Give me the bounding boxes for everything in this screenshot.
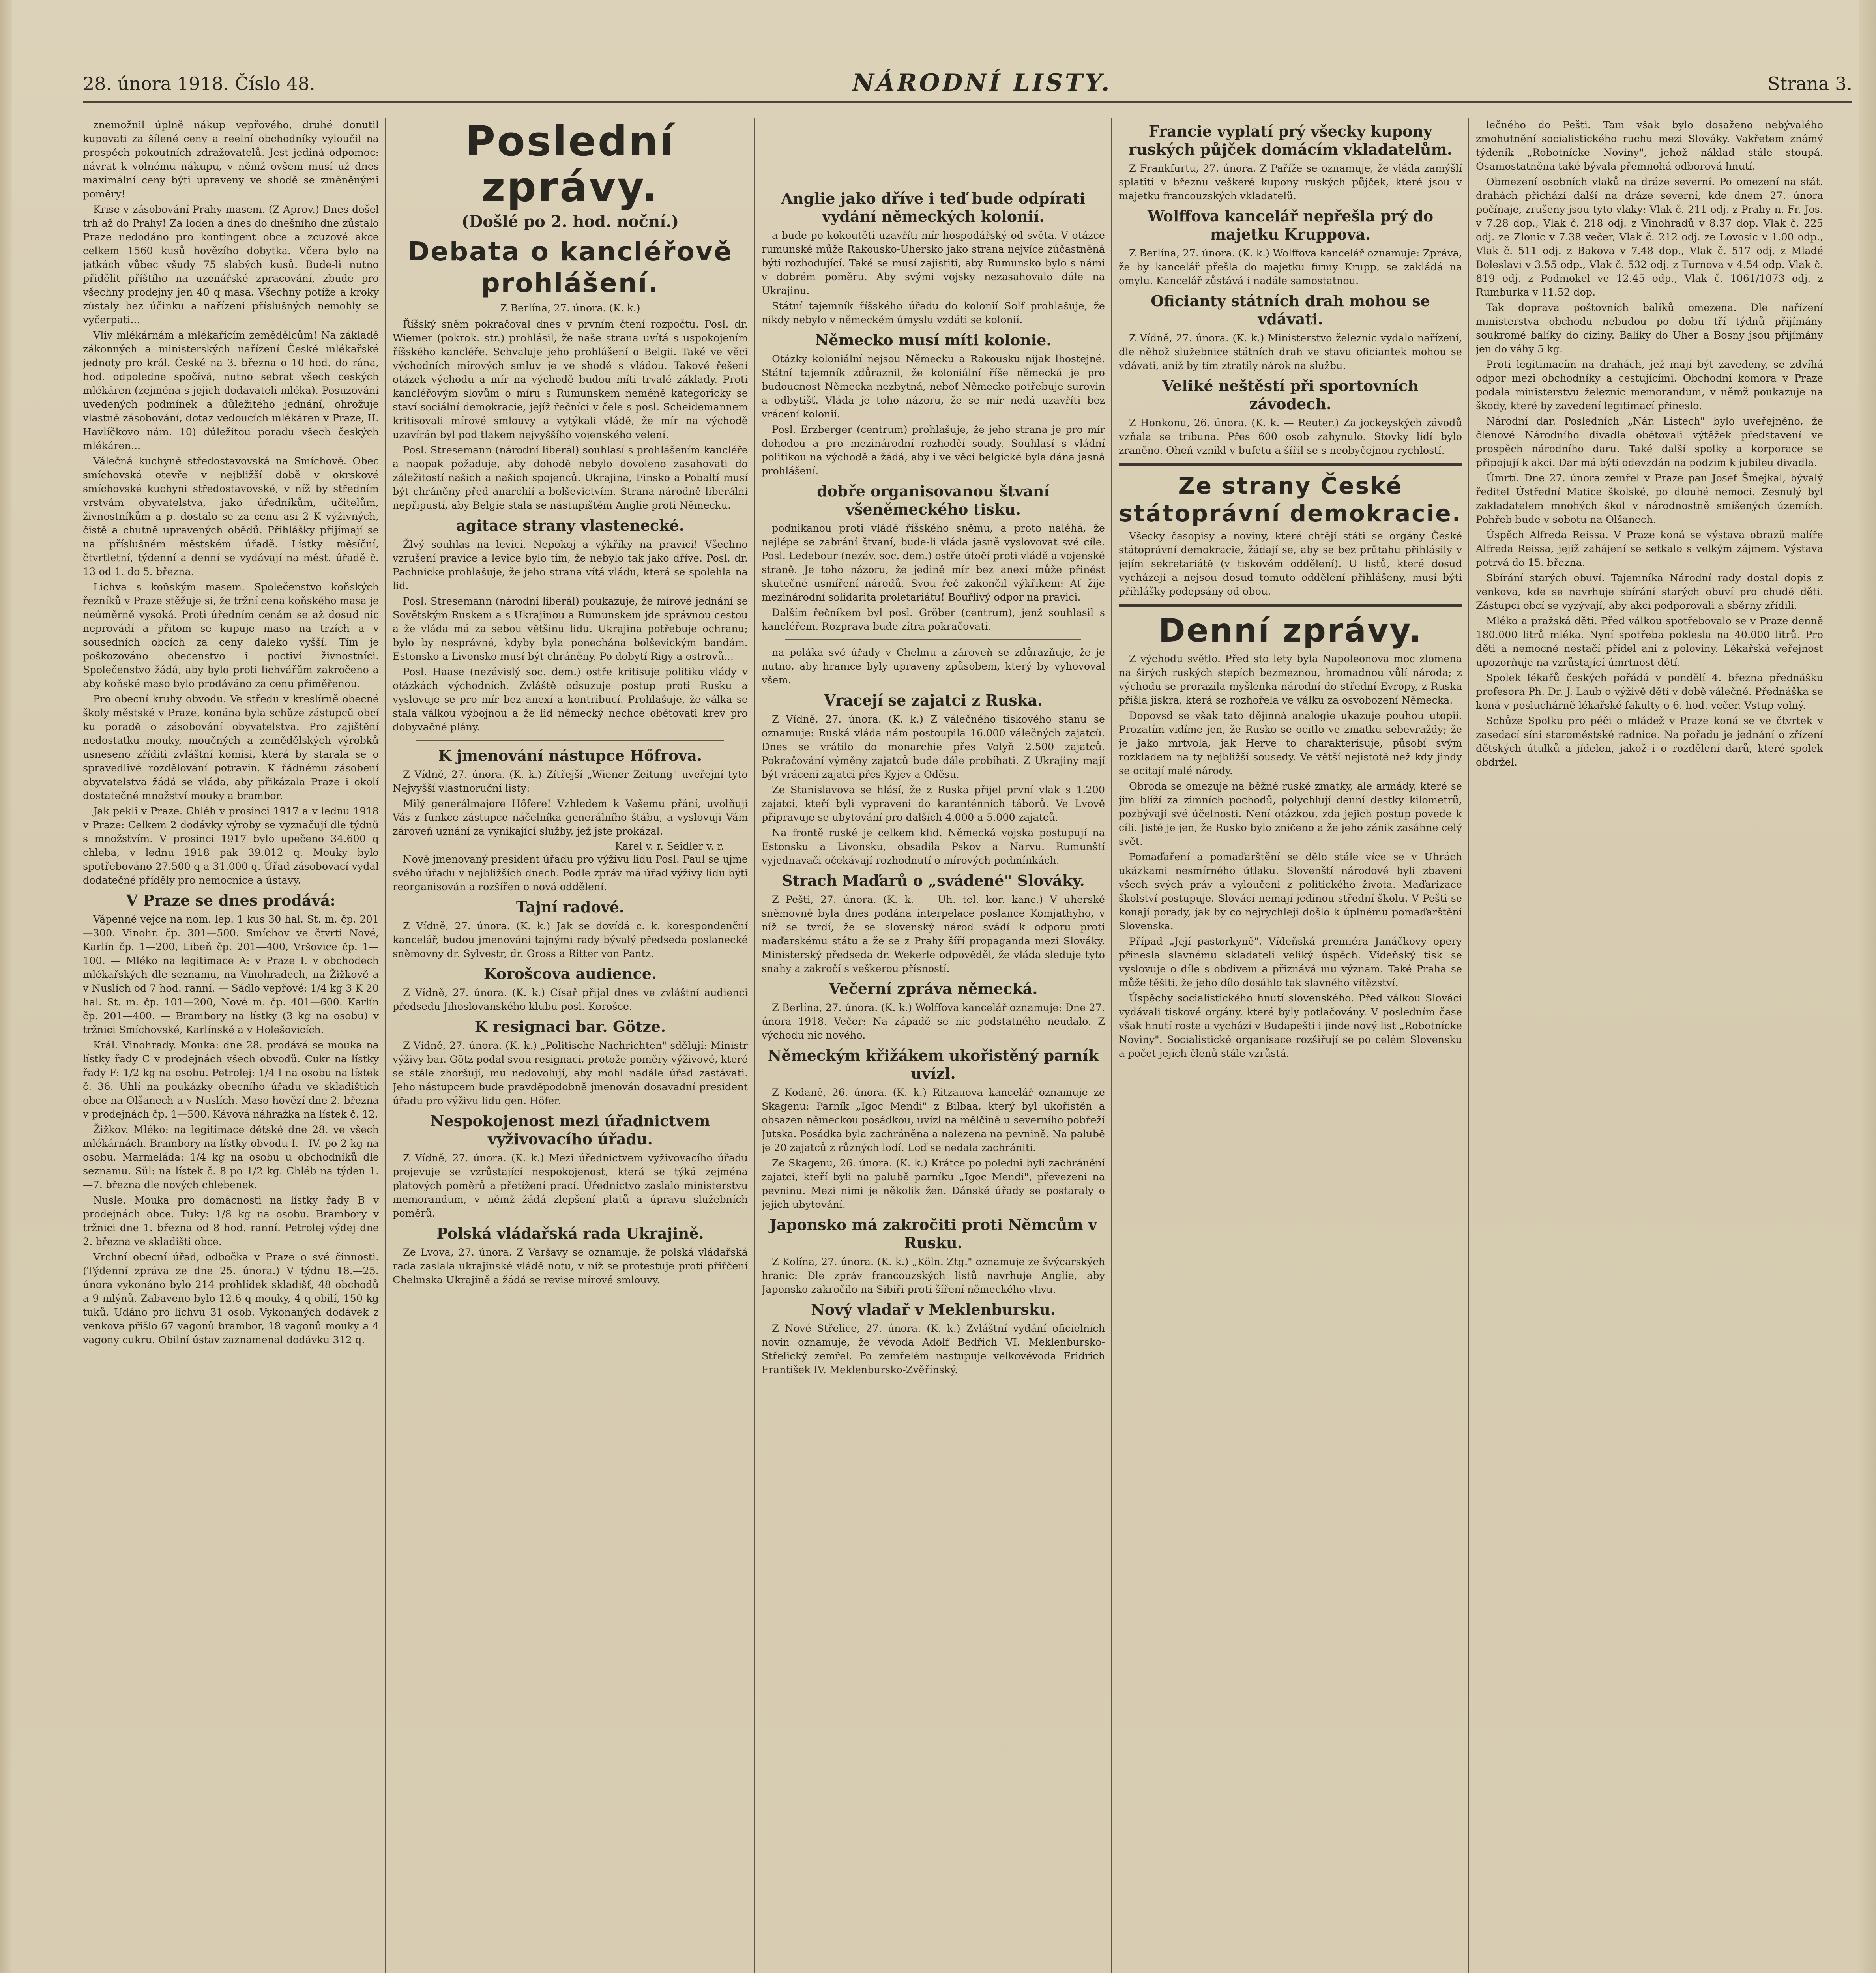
- paragraph: Lichva s koňským masem. Společenstvo koňských řezníků v Praze stěžuje si, že tržní cena koňského masa je neúměrně vysoká. Proti úředním cenám se až dosud nic neprovádí a přitom se kupuje maso na trzích a v sousedních obcích za ceny daleko vyšší. Tím je poškozováno obecenstvo i poctiví živnostníci. Společenstvo žádá, aby bylo proti lichvářům zakročeno a aby koňské maso bylo prodáváno za cenu přiměřenou.: [83, 581, 379, 690]
- paragraph: Nusle. Mouka pro domácnosti na lístky řady B v prodejnách obce. Tuky: 1/8 kg na osobu. Brambory v tržnici dne 1. března od 8 hod. ranní. Petrolej výdej dne 2. března ve skladišti obce.: [83, 1194, 379, 1248]
- paragraph: Obmezení osobních vlaků na dráze severní. Po omezení na stát. drahách přichází další na dráze severní, kde dnem 27. února počínaje, zrušeny jsou tyto vlaky: Vlak č. 211 odj. z Prahy n. Fr. Jos. v 7.28 dop., Vlak č. 218 odj. z Vinohradů v 8.37 dop. Vlak č. 225 odj. ze Zlonic v 7.38 večer, Vlak č. 212 odj. ze Lovosic v 1.00 odp., Vlak č. 511 odj. z Bakova v 7.48 dop., Vlak č. 517 odj. z Mladé Boleslavi v 3.55 odp., Vlak č. 532 odj. z Turnova v 4.54 odp. Vlak č. 819 odj. z Podmokel ve 12.45 odp., Vlak č. 1061/1073 odj. z Rumburka v 11.52 dop.: [1476, 176, 1823, 298]
- paragraph: Vrchní obecní úřad, odbočka v Praze o své činnosti. (Týdenní zpráva ze dne 25. února.) V týdnu 18.—25. února vykonáno bylo 214 prohlídek skladišť, 48 obchodů a 9 mlýnů. Zabaveno bylo 12.6 q mouky, 4 q obilí, 150 kg tuků. Udáno pro lichvu 31 osob. Vykonaných dodávek z venkova přišlo 67 vagonů brambor, 18 vagonů mouky a 4 vagony cukru. Obilní ústav zaznamenal dodávku 312 q.: [83, 1251, 379, 1346]
- paragraph: Posl. Stresemann (národní liberál) poukazuje, že mírové jednání se Sovětským Ruskem a s Ukrajinou a Rumunskem jde správnou cestou a že vláda má za sebou většinu lidu. Ukrajina potřebuje ochranu; bylo by nesprávné, kdyby byla ponechána bolševickým bandám. Estonsko a Livonsko musí být chráněny. Po dobytí Rigy a ostrovů...: [393, 595, 748, 663]
- paragraph: Ze Stanislavova se hlásí, že z Ruska přijel první vlak s 1.200 zajatci, kteří byli vypraveni do karanténních táborů. Ve Lvově připravuje se ubytování pro dalších 4.000 a 5.000 zajatců.: [762, 784, 1105, 824]
- paragraph: Obroda se omezuje na běžné ruské zmatky, ale armády, které se jim blíží za zimních pochodů, polychlují denní destky kilometrů, pozbývají své účelnosti. Není otázkou, zda jejich postup povede k cíli. Jisté je jen, že Rusko bylo zničeno a že jeho zánik zasáhne celý svět.: [1119, 781, 1462, 848]
- paragraph: Krise v zásobování Prahy masem. (Z Aprov.) Dnes došel trh až do Prahy! Za loden a dnes do dnešního dne zůstalo Praze nedodáno pro kontingent obce a zcuzové akce celkem 1560 kusů hovězího dobytka. Včera bylo na jatkách vůbec všudy 75 slabých kusů. Bude-li nutno přidělit příštího na uzenářské zpracování, zbude pro všechny prodejny jen 40 q masa. Všechny potíže a kroky zůstaly bez účinku a nařízeni příslušných nemohly se vyčerpati...: [83, 204, 379, 326]
- section-heading: Nový vladař v Meklenbursku.: [811, 1301, 1056, 1318]
- paragraph: Žižkov. Mléko: na legitimace dětské dne 28. ve všech mlékárnách. Brambory na lístky obvodu I.—IV. po 2 kg na osobu. Marmeláda: 1/4 kg na osobu u obchodníků dle seznamu. Sůl: na lístek č. 8 po 1/2 kg. Chléb na týden 1.—7. března dle nových chlebenek.: [83, 1124, 379, 1191]
- paragraph: Válečná kuchyně středostavovská na Smíchově. Obec smíchovská otevře v nejbližší době v okrskové smíchovské kuchyni středostavovské, v níž by středním vrstvám obyvatelstva, jako úředníkům, učitelům, živnostníkům a p. dostalo se za cenu asi 2 K výživných, čistě a chutně upravených obědů. Přihlášky přijímají se na příslušném městském úřadě. Lístky měsíční, čtvrtletní, týdenní a denní se vydávají na měst. úřadě č. 13 od 1. do 5. března.: [83, 455, 379, 578]
- party-notice-box: [1119, 463, 1462, 607]
- late-news-masthead: Poslední zprávy.: [465, 118, 675, 211]
- column-rule: [1111, 118, 1112, 1973]
- paragraph: Nově jmenovaný president úřadu pro výživu lidu Posl. Paul se ujme svého úřadu v nejbližších dnech. Podle zpráv má úřad výživy lidu býti reorganisován a rozšířen o nová oddělení.: [393, 854, 748, 893]
- paragraph: Z Berlína, 27. února. (K. k.) Wolffova kancelář oznamuje: Zpráva, že by kancelář přešla do majetku firmy Krupp, se zakládá na omylu. Kancelář zůstává i nadále samostatnou.: [1119, 247, 1462, 287]
- paragraph: Ze Skagenu, 26. února. (K. k.) Krátce po poledni byli zachránění zajatci, kteří byli na palubě parníku „Igoc Mendi", převezeni na pevninu. Mezi nimi je několik žen. Dánské úřady se postaraly o jejich ubytování.: [762, 1157, 1105, 1211]
- column-1: [83, 118, 379, 1973]
- paragraph: Úspěchy socialistického hnutí slovenského. Před válkou Slováci vydávali tiskové orgány, které byly potlačovány. V posledním čase však hnutí roste a vychází v Budapešti i jinde nový list „Robotnícke Noviny". Socialistické organisace rozšiřují se po celém Slovensku a počet jejich členů stále vzrůstá.: [1119, 992, 1462, 1060]
- paragraph: Z Kolína, 27. února. (K. k.) „Köln. Ztg." oznamuje ze švýcarských hranic: Dle zpráv francouzských listů navrhuje Anglie, aby Japonsko zakročilo na Sibiři proti šíření německého vlivu.: [762, 1256, 1105, 1295]
- paragraph: Na frontě ruské je celkem klid. Německá vojska postupují na Estonsku a Livonsku, obsadila Pskov a Narvu. Rumunští vyjednavači očekávají rozhodnutí o mírových podmínkách.: [762, 827, 1105, 867]
- section-heading: Polská vládařská rada Ukrajině.: [436, 1224, 704, 1242]
- paragraph: Národní dar. Posledních „Nár. Listech" bylo uveřejněno, že členové Národního divadla obětovali výtěžek představení ve prospěch národního daru. Také další spolky a korporace se připojují k akci. Dar má býti odevzdán na podzim k jubileu divadla.: [1476, 416, 1823, 469]
- paragraph: Z Vídně, 27. února. (K. k.) Zítřejší „Wiener Zeitung" uveřejní tyto Nejvyšší vlastnoruční listy:: [393, 769, 748, 794]
- section-heading: K resignaci bar. Götze.: [474, 1018, 666, 1035]
- paragraph: Z Vídně, 27. února. (K. k.) „Politische Nachrichten" sdělují: Ministr výživy bar. Götz podal svou resignaci, protože poměry výživové, které se stále zhoršují, mu nedovolují, aby mohl nadále úřad zastávati. Jeho nástupcem bude pravděpodobně jmenován dosavadní president úřadu pro výživu lidu gen. Höfer.: [393, 1040, 748, 1107]
- section-heading: V Praze se dnes prodává:: [126, 891, 336, 909]
- page-edge-left: [0, 0, 12, 1973]
- late-news-subtitle: (Došlé po 2. hod. noční.): [461, 212, 679, 231]
- section-heading: Nespokojenost mezi úřadnictvem vyživovacího úřadu.: [430, 1112, 710, 1148]
- paragraph: Milý generálmajore Hőfere! Vzhledem k Vašemu přání, uvolňuji Vás z funkce zástupce náčelníka generálního štábu, a vyslovuji Vám zároveň uznání za vynikající služby, jež jste prokázal.: [393, 798, 748, 837]
- paragraph: Pro obecní kruhy obvodu. Ve středu v kreslírně obecné školy městské v Praze, konána byla schůze zástupců obcí ku poradě o zásobování obyvatelstva. Pro zajištění nedostatku mouky, moučných a zemědělských výrobků usneseno zříditi zvláštní komisi, která by starala se o spravedlivé rozdělování potravin. K řádnému zásobení obyvatelstva žádá se vláda, aby přikázala Praze i okolí dostatečné množství mouky a brambor.: [83, 693, 379, 802]
- section-heading: Tajní radové.: [516, 898, 625, 916]
- paragraph: Z Vídně, 27. února. (K. k.) Mezi úřednictvem vyživovacího úřadu projevuje se vzrůstající nespokojenost, která se týká zejména platových poměrů a přetížení prací. Úřednictvo zaslalo ministerstvu memorandum, v němž žádá zlepšení platů a úpravu služebních poměrů.: [393, 1152, 748, 1219]
- paragraph: podnikanou proti vládě říšského sněmu, a proto naléhá, že nejlépe se zabrání štvaní, bude-li vláda jasně vyslovovat své cíle. Posl. Ledebour (nezáv. soc. dem.) ostře útočí proti vládě a vojenské straně. Je toho názoru, že jedině mír bez anexí může přinést skutečné usmíření národů. Svou řeč zakončil výkřikem: Ať žije mezinárodní solidarita proletariátu! Bouřlivý odpor na pravici.: [762, 522, 1105, 603]
- column-4: [1119, 118, 1462, 1973]
- paragraph: Z Berlína, 27. února. (K. k.) Wolffova kancelář oznamuje: Dne 27. února 1918. Večer: Na západě se nic podstatného neudalo. Z východu nic nového.: [762, 1002, 1105, 1041]
- divider: [785, 639, 1081, 640]
- section-heading: Vracejí se zajatci z Ruska.: [824, 691, 1043, 709]
- issue-date: 28. února 1918. Číslo 48.: [83, 73, 315, 94]
- paragraph: znemožnil úplně nákup vepřového, druhé donutil kupovati za šílené ceny a reelní obchodníky vyloučil na prospěch pokoutních zdražovatelů. Jest jediná odpomoc: návrat k volnému nákupu, v němž ovšem musí už dnes maximální ceny býti upraveny ve shodě se změněnými poměry!: [83, 119, 379, 200]
- paragraph: Z Nové Střelice, 27. února. (K. k.) Zvláštní vydání oficielních novin oznamuje, že vévoda Adolf Bedřich VI. Meklenbursko-Střelický zemřel. Po zemřelém nastupuje velkovévoda Fridrich František IV. Meklenbursko-Zvěřínský.: [762, 1323, 1105, 1376]
- paragraph: Pomaďaření a pomaďarštění se dělo stále více se v Uhrách ukázkami nesmírného útlaku. Slovenští národové byli zbaveni všech svých práv a vyloučeni z politického života. Maďarizace školství postupuje. Slováci nemají jedinou střední školu. V Pešti se konají porady, jak by co nejrychleji došlo k úplnému pomaďarštění Slovenska.: [1119, 851, 1462, 932]
- paper-title: NÁRODNÍ LISTY.: [852, 69, 1112, 97]
- page-header: [83, 69, 1852, 103]
- column-rule: [385, 118, 386, 1973]
- paragraph: Z Vídně, 27. února. (K. k.) Z válečného tiskového stanu se oznamuje: Ruská vláda nám postoupila 16.000 válečných zajatců. Dnes se vrátilo do monarchie přes Volyň 2.500 zajatců. Pokračování výměny zajatců bude dále probíhati. Z Ukrajiny mají být vráceni zajatci přes Kyjev a Oděsu.: [762, 713, 1105, 781]
- paragraph: Z Frankfurtu, 27. února. Z Paříže se oznamuje, že vláda zamýšlí splatiti v březnu veškeré kupony ruských půjček, které jsou v majetku francouzských vkladatelů.: [1119, 163, 1462, 202]
- paragraph: Úspěch Alfreda Reissa. V Praze koná se výstava obrazů malíře Alfreda Reissa, jejíž zahájení se setkalo s velkým zájmem. Výstava potrvá do 15. března.: [1476, 529, 1823, 569]
- paragraph: Proti legitimacím na drahách, jež mají být zavedeny, se zdvíhá odpor mezi obchodníky a cestujícími. Obchodní komora v Praze podala ministerstvu železnic memorandum, v němž poukazuje na škody, které by zavedení legitimací přineslo.: [1476, 359, 1823, 412]
- section-heading: Anglie jako dříve i teď bude odpírati vydání německých kolonií.: [781, 189, 1086, 225]
- paragraph: Z Pešti, 27. února. (K. k. — Uh. tel. kor. kanc.) V uherské sněmovně byla dnes podána interpelace poslance Komjathyho, v níž se tvrdí, že se slovenský národ svádí k odporu proti maďarskému státu a že se z Prahy šíří propaganda mezi Slováky. Ministerský předseda dr. Wekerle odpověděl, že vláda sleduje tyto snahy a zakročí s veškerou přísností.: [762, 894, 1105, 975]
- section-heading: dobře organisovanou štvaní všeněmeckého tisku.: [817, 482, 1050, 518]
- section-heading: Večerní zpráva německá.: [829, 980, 1038, 998]
- column-5: [1476, 118, 1823, 1973]
- signature: Karel v. r. Seidler v. r.: [615, 840, 724, 852]
- page-edge-right: [1859, 0, 1876, 1973]
- column-rule: [1468, 118, 1469, 1973]
- section-heading: Korošcova audience.: [483, 965, 657, 983]
- paragraph: Z Vídně, 27. února. (K. k.) Jak se dovídá c. k. korespondenční kancelář, budou jmenováni tajnými rady bývalý předseda poslanecké sněmovny dr. Sylvestr, dr. Gross a Ritter von Pantz.: [393, 920, 748, 960]
- page-number: Strana 3.: [1767, 73, 1852, 94]
- paragraph: Mléko a pražská děti. Před válkou spotřebovalo se v Praze denně 180.000 litrů mléka. Nyní spotřeba poklesla na 40.000 litrů. Pro děti a nemocné nestačí přídel ani z poloviny. Lékařská veřejnost upozorňuje na vzrůstající úmrtnost dětí.: [1476, 615, 1823, 668]
- headline-denni-zpravy: Denní zprávy.: [1158, 612, 1423, 650]
- paragraph: Vliv mlékárnám a mlékařícím zemědělcům! Na základě zákonných a ministerských nařízení České mlékařské jednoty pro král. České na 3. března o 10 hod. do rána, hod. odpoledne spočívá, nutno sebrat všech ceských mlékáren (zejména s jejich dodavateli mléka). Posuzování uvedených podmínek a důležitého jednání, ohrožuje vlastně zásobování, dotaz vedoucích mlékáren v Praze, II. Havlíčkovo nám. 10) důležitou poradu všech českých mlékáren...: [83, 329, 379, 452]
- section-heading: Japonsko má zakročiti proti Němcům v Rusku.: [769, 1216, 1097, 1252]
- paragraph: Král. Vinohrady. Mouka: dne 28. prodává se mouka na lístky řady C v prodejnách všech obvodů. Cukr na lístky řady F: 1/2 kg na osobu. Petrolej: 1/4 l na osobu na lístek č. 36. Uhlí na poukázky obecního úřadu ve skladištích obce na Olšanech a v Nuslích. Maso hovězí dne 2. března v prodejnách čp. 1—500. Kávová náhražka na lístek č. 12.: [83, 1039, 379, 1120]
- paragraph: na poláka své úřady v Chelmu a zároveň se zdůrazňuje, že je nutno, aby hranice byly upraveny způsobem, který by vyhovoval všem.: [762, 647, 1105, 686]
- paragraph: a bude po kokoutěti uzavříti mír hospodářský od světa. V otázce rumunské může Rakousko-Uhersko jako strana nejvíce zúčastněná býti rozhodující. Také se musí zajistiti, aby Rumunsko bylo s námi v dobrém poměru. Aby svými vojsky nezasahovalo dále na Ukrajinu.: [762, 230, 1105, 297]
- paragraph: Spolek lékařů českých pořádá v pondělí 4. března přednášku profesora Ph. Dr. J. Laub o výživě dětí v době válečné. Přednáška se koná v posluchárně lékařské fakulty o 6. hod. večer. Vstup volný.: [1476, 672, 1823, 711]
- section-heading: Veliké neštěstí při sportovních závodech.: [1162, 377, 1419, 413]
- paragraph: Otázky koloniální nejsou Německu a Rakousku nijak lhostejné. Státní tajemník zdůraznil, že koloniální říše německá je pro budoucnost Německa nezbytná, neboť Německo potřebuje surovin a odbytišť. Vláda je toho názoru, že se mír nedá uzavříti bez vrácení kolonií.: [762, 353, 1105, 420]
- column-3: [762, 185, 1105, 1973]
- paragraph: Z Vídně, 27. února. (K. k.) Ministerstvo železnic vydalo nařízení, dle něhož služebnice státních drah ve stavu oficiantek mohou se vdávati, aniž by tím ztratily nárok na službu.: [1119, 332, 1462, 372]
- dateline: Z Berlína, 27. února. (K. k.): [500, 302, 640, 314]
- section-heading: K jmenování nástupce Hőfrova.: [438, 747, 702, 764]
- divider: [416, 740, 724, 741]
- paragraph: Státní tajemník říšského úřadu do kolonií Solf prohlašuje, že nikdy nebylo v německém úmyslu vzdáti se kolonií.: [762, 300, 1105, 326]
- section-heading: Oficianty státních drah mohou se vdávati.: [1151, 292, 1430, 328]
- paragraph: Z Kodaně, 26. února. (K. k.) Ritzauova kancelář oznamuje ze Skagenu: Parník „Igoc Mendi" z Bilbaa, který byl ukořistěn a obsazen německou posádkou, uvízl na mělčině u severního pobřeží Jutska. Posádka byla zachráněna a nalezena na pevnině. Na palubě je 20 zajatců z různých lodí. Loď se nedala zachrániti.: [762, 1087, 1105, 1154]
- paragraph: Z Vídně, 27. února. (K. k.) Císař přijal dnes ve zvláštní audienci předsedu Jihoslovanského klubu posl. Korošce.: [393, 987, 748, 1013]
- section-heading: Německo musí míti kolonie.: [815, 331, 1052, 349]
- paragraph: Ze Lvova, 27. února. Z Varšavy se oznamuje, že polská vládařská rada zaslala ukrajinské vládě notu, v níž se protestuje proti přiřčení Chelmska Ukrajině a žádá se revise mírové smlouvy.: [393, 1247, 748, 1286]
- paragraph: Vápenné vejce na nom. lep. 1 kus 30 hal. St. m. čp. 201—300. Vinohr. čp. 301—500. Smíchov ve čtvrti Nové, Karlín čp. 1—200, Libeň čp. 201—400, Vršovice čp. 1—100. — Mléko na legitimace A: v Praze I. v obchodech mlékařských dle seznamu, na Vinohradech, na Žižkově a v Nuslích od 7 hod. ranní. — Sádlo vepřové: 1/4 kg 3 K 20 hal. St. m. čp. 101—200, Nové m. čp. 401—600. Karlín čp. 201—400. — Brambory na lístky (3 kg na osobu) v tržnici Smíchovské, Karlínské a v Holešovicích.: [83, 913, 379, 1036]
- paragraph: Dopovsd se však tato dějinná analogie ukazuje pouhou utopií. Prozatím vidíme jen, že Rusko se ocitlo ve zmatku sebevraždy; že je jako mrtvola, jak Herve to charakterisuje, působí svým rozkladem na ty nejbližší sousedy. Ve větší nejistotě než kdy jindy se ocitají malé národy.: [1119, 710, 1462, 777]
- paragraph: Schůze Spolku pro péči o mládež v Praze koná se ve čtvrtek v zasedací síni staroměstské radnice. Na pořadu je jednání o zřízení dětských útulků a jídelen, jakož i o rozdělení darů, které spolek obdržel.: [1476, 715, 1823, 768]
- paragraph: Případ „Její pastorkyně". Vídeňská premiéra Janáčkovy opery přinesla slavnému skladateli veliký úspěch. Vídeňský tisk se vyslovuje o díle s obdivem a přiznává mu význam. Také Praha se může těšiti, že jeho dílo dosáhlo tak slavného vítězství.: [1119, 936, 1462, 989]
- section-heading: Německým křižákem ukořistěný parník uvízl.: [768, 1046, 1099, 1082]
- paragraph: Říšský sněm pokračoval dnes v prvním čtení rozpočtu. Posl. dr. Wiemer (pokrok. str.) prohlásil, že naše strana uvítá s uspokojením říšského kancléře. Schvaluje jeho prohlášení o Belgii. Také ve věci východních mírových smluv je ve shodě s vládou. Takové řešení otázek východu a mír na východě budou míti trvalé základy. Proti kancléřovým slovům o míru s Rumunskem neméně kategoricky se staví sociální demokracie, jejíž řečníci v čele s posl. Scheidemannem kritisovali mírové smlouvy a vytýkali vládě, že mír na východě uzavírán byl pod tlakem nejvyššího vojenského velení.: [393, 318, 748, 441]
- paragraph: Z východu světlo. Před sto lety byla Napoleonova moc zlomena na širých ruských stepích bezmeznou, hromadnou vůlí národa; z východu se prorazila myšlenka národní do střední Evropy, z Ruska přišla jiskra, která se rozhořela ve válku za osvobození Německa.: [1119, 653, 1462, 706]
- paragraph: lečného do Pešti. Tam však bylo dosaženo nebývalého zmohutnění socialistického ruchu mezi Slováky. Vakřetem známý týdeník „Robotnícke Noviny", jehož náklad stále stoupá. Osamostatněna také bývala přemnohá odborová hnutí.: [1476, 119, 1823, 172]
- paragraph: Všecky časopisy a noviny, které chtějí státi se orgány České státoprávní demokracie, žádají se, aby se bez průtahu přihlásily v jejím sekretariátě (v tiskovém oddělení). U listů, které dosud vycházejí a nejsou dosud tomuto oddělení přihlášeny, musí býti přihlášky podepsány od obou.: [1119, 530, 1462, 597]
- paragraph: Posl. Stresemann (národní liberál) souhlasí s prohlášením kancléře a naopak požaduje, aby dohodě nebylo dovoleno zasahovati do záležitostí našich a našich spojenců. Ukrajina, Finsko a Pobaltí musí být chráněny před anarchií a bolševictvím. Strana národně liberální nepřipustí, aby Belgie stala se nástupištěm Anglie proti Německu.: [393, 444, 748, 511]
- headline-ceska-strana: Ze strany České státoprávní demokracie.: [1119, 472, 1462, 527]
- paragraph: Posl. Erzberger (centrum) prohlašuje, že jeho strana je pro mír dohodou a pro mezinárodní rozhodčí soudy. Souhlasí s vládní politikou na východě a žádá, aby i ve věci belgické byla dána jasná prohlášení.: [762, 424, 1105, 477]
- paragraph: Sbírání starých obuví. Tajemníka Národní rady dostal dopis z venkova, kde se navrhuje sbírání starých obuví pro chudé děti. Zástupci obcí se vyzývají, aby akci podporovali a sběrny zřídili.: [1476, 572, 1823, 612]
- paragraph: Úmrtí. Dne 27. února zemřel v Praze pan Josef Šmejkal, bývalý ředitel Ústřední Matice školské, po dlouhé nemoci. Zesnulý byl zakladatelem mnohých škol v národnostně smíšených územích. Pohřeb bude v sobotu na Olšanech.: [1476, 472, 1823, 526]
- column-rule: [754, 118, 755, 1973]
- paragraph: Z Honkonu, 26. února. (K. k. — Reuter.) Za jockeyských závodů vzňala se tribuna. Přes 600 osob zahynulo. Stovky lidí bylo zraněno. Oheň vznikl v bufetu a šířil se s neobyčejnou rychlostí.: [1119, 417, 1462, 457]
- paragraph: Tak doprava poštovních balíků omezena. Dle nařízení ministerstva obchodu nebudou po dobu tří týdnů přijímány soukromé balíky do ciziny. Balíky do Uher a Bosny jsou přijímány jen do váhy 5 kg.: [1476, 302, 1823, 355]
- section-heading: Wolffova kancelář nepřešla prý do majetku Kruppova.: [1147, 207, 1434, 243]
- paragraph: Dalším řečníkem byl posl. Gröber (centrum), jenž souhlasil s kancléřem. Rozprava bude zítra pokračovati.: [762, 607, 1105, 633]
- section-heading: Francie vyplatí prý všecky kupony ruských půjček domácím vkladatelům.: [1129, 122, 1452, 158]
- paragraph: Posl. Haase (nezávislý soc. dem.) ostře kritisuje politiku vlády v otázkách východních. Zvláště odsuzuje postup proti Rusku a vyslovuje se pro mír bez anexí a kontribucí. Prohlašuje, že válka se stala válkou výbojnou a že lid německý nechce obětovati krev pro dobyvačné plány.: [393, 666, 748, 733]
- headline-debata: Debata o kancléřově prohlášení.: [408, 236, 733, 298]
- paragraph: Jak pekli v Praze. Chléb v prosinci 1917 a v lednu 1918 v Praze: Celkem 2 dodávky výroby se vyznačují dle týdnů s množstvím. V prosinci 1917 bylo upečeno 34.600 q chleba, v lednu 1918 pak 39.012 q. Mouky bylo spotřebováno 27.500 q a 31.000 q. Úřad zásobovací vydal dodatečné příděly pro nemocnice a ústavy.: [83, 805, 379, 886]
- section-heading: Strach Maďarů o „svádené" Slováky.: [782, 872, 1085, 889]
- column-2: [393, 118, 748, 1973]
- paragraph: Žlvý souhlas na levici. Nepokoj a výkřiky na pravici! Všechno vzrušení pravice a levice bylo tím, že nebylo tak jako dříve. Posl. dr. Pachnicke prohlašuje, že jeho strana vítá vládu, která se spolehla na lid.: [393, 539, 748, 592]
- section-heading: agitace strany vlastenecké.: [456, 517, 684, 534]
